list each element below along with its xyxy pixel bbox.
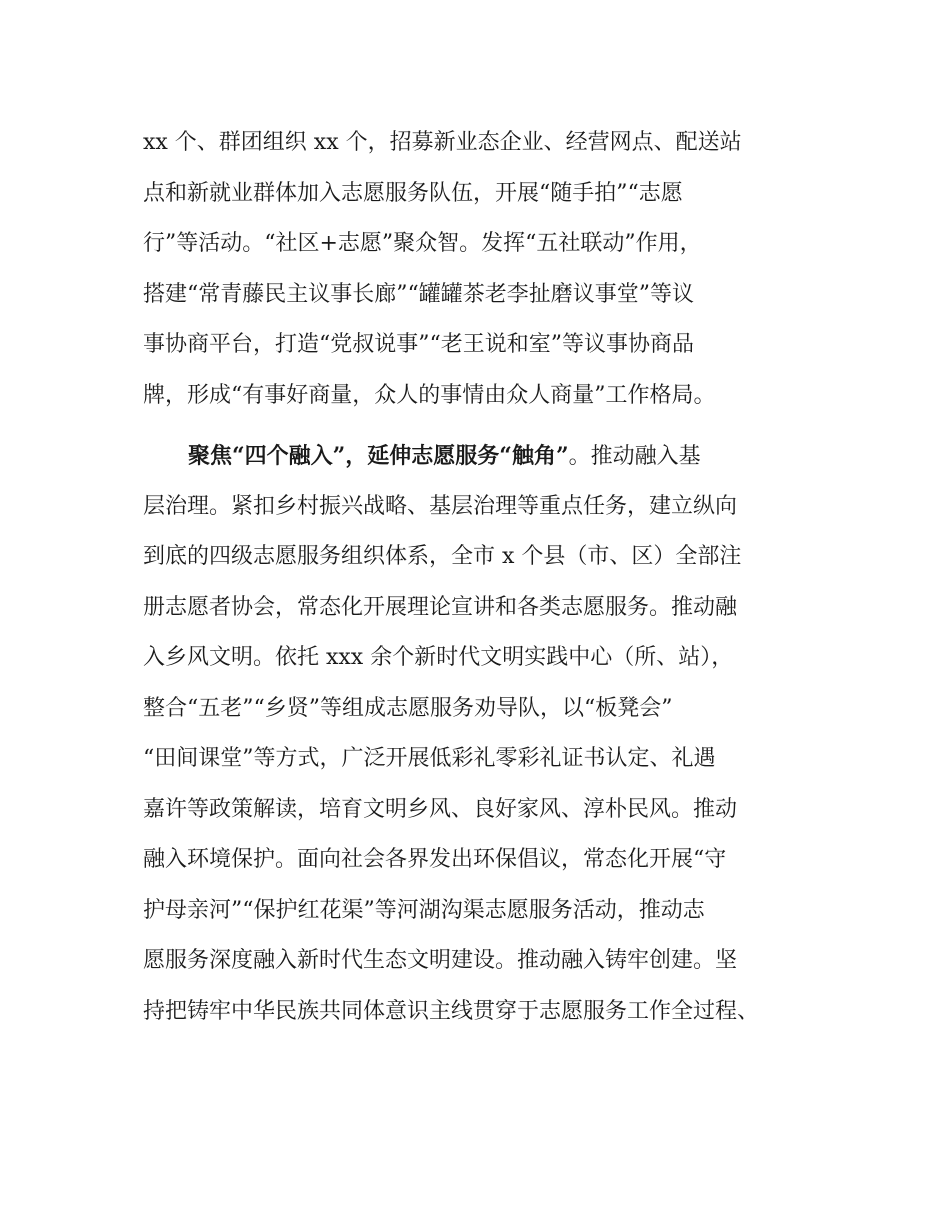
paragraph-first-line <box>143 431 823 482</box>
text-line: 入乡风文明。依托 xxx 余个新时代文明实践中心（所、站）， <box>143 645 734 670</box>
text-line: 愿服务深度融入新时代生态文明建设。推动融入铸牢创建。坚 <box>143 948 738 973</box>
text-line: 整合“五老”“乡贤”等组成志愿服务劝导队，以“板凳会” <box>143 695 673 721</box>
text-line: 点和新就业群体加入志愿服务队伍，开展“随手拍”“志愿 <box>143 180 683 206</box>
text-line: 嘉许等政策解读，培育文明乡风、良好家风、淳朴民风。推动 <box>143 796 738 822</box>
text-line: 事协商平台，打造“党叔说事”“老王说和室”等议事协商品 <box>143 332 694 357</box>
paragraph-1 <box>143 118 823 421</box>
text-line: 行”等活动。“社区+志愿”聚众智。发挥“五社联动”作用， <box>143 231 702 256</box>
text-line: 册志愿者协会，常态化开展理论宣讲和各类志愿服务。推动融 <box>143 594 738 620</box>
text-line: 护母亲河”“保护红花渠”等河湖沟渠志愿服务活动，推动志 <box>143 897 705 923</box>
text-line: 持把铸牢中华民族共同体意识主线贯穿于志愿服务工作全过程、 <box>143 998 760 1024</box>
text-line: 搭建“常青藤民主议事长廊”“罐罐茶老李扯磨议事堂”等议 <box>143 281 694 307</box>
text-line: 牌，形成“有事好商量，众人的事情由众人商量”工作格局。 <box>143 382 716 408</box>
paragraph-first-line-text: 。推动融入基 <box>568 444 701 469</box>
text-line: 层治理。紧扣乡村振兴战略、基层治理等重点任务，建立纵向 <box>143 493 738 519</box>
text-line: xx 个、群团组织 xx 个，招募新业态企业、经营网点、配送站 <box>143 130 742 155</box>
text-line: 到底的四级志愿服务组织体系，全市 x 个县（市、区）全部注 <box>143 544 742 569</box>
paragraph-lead-heading: 聚焦“四个融入”，延伸志愿服务“触角” <box>188 443 569 469</box>
text-line: “田间课堂”等方式，广泛开展低彩礼零彩礼证书认定、礼遇 <box>143 746 716 771</box>
text-line: 融入环境保护。面向社会各界发出环保倡议，常态化开展“守 <box>143 847 727 872</box>
paragraph-2 <box>143 431 823 1037</box>
